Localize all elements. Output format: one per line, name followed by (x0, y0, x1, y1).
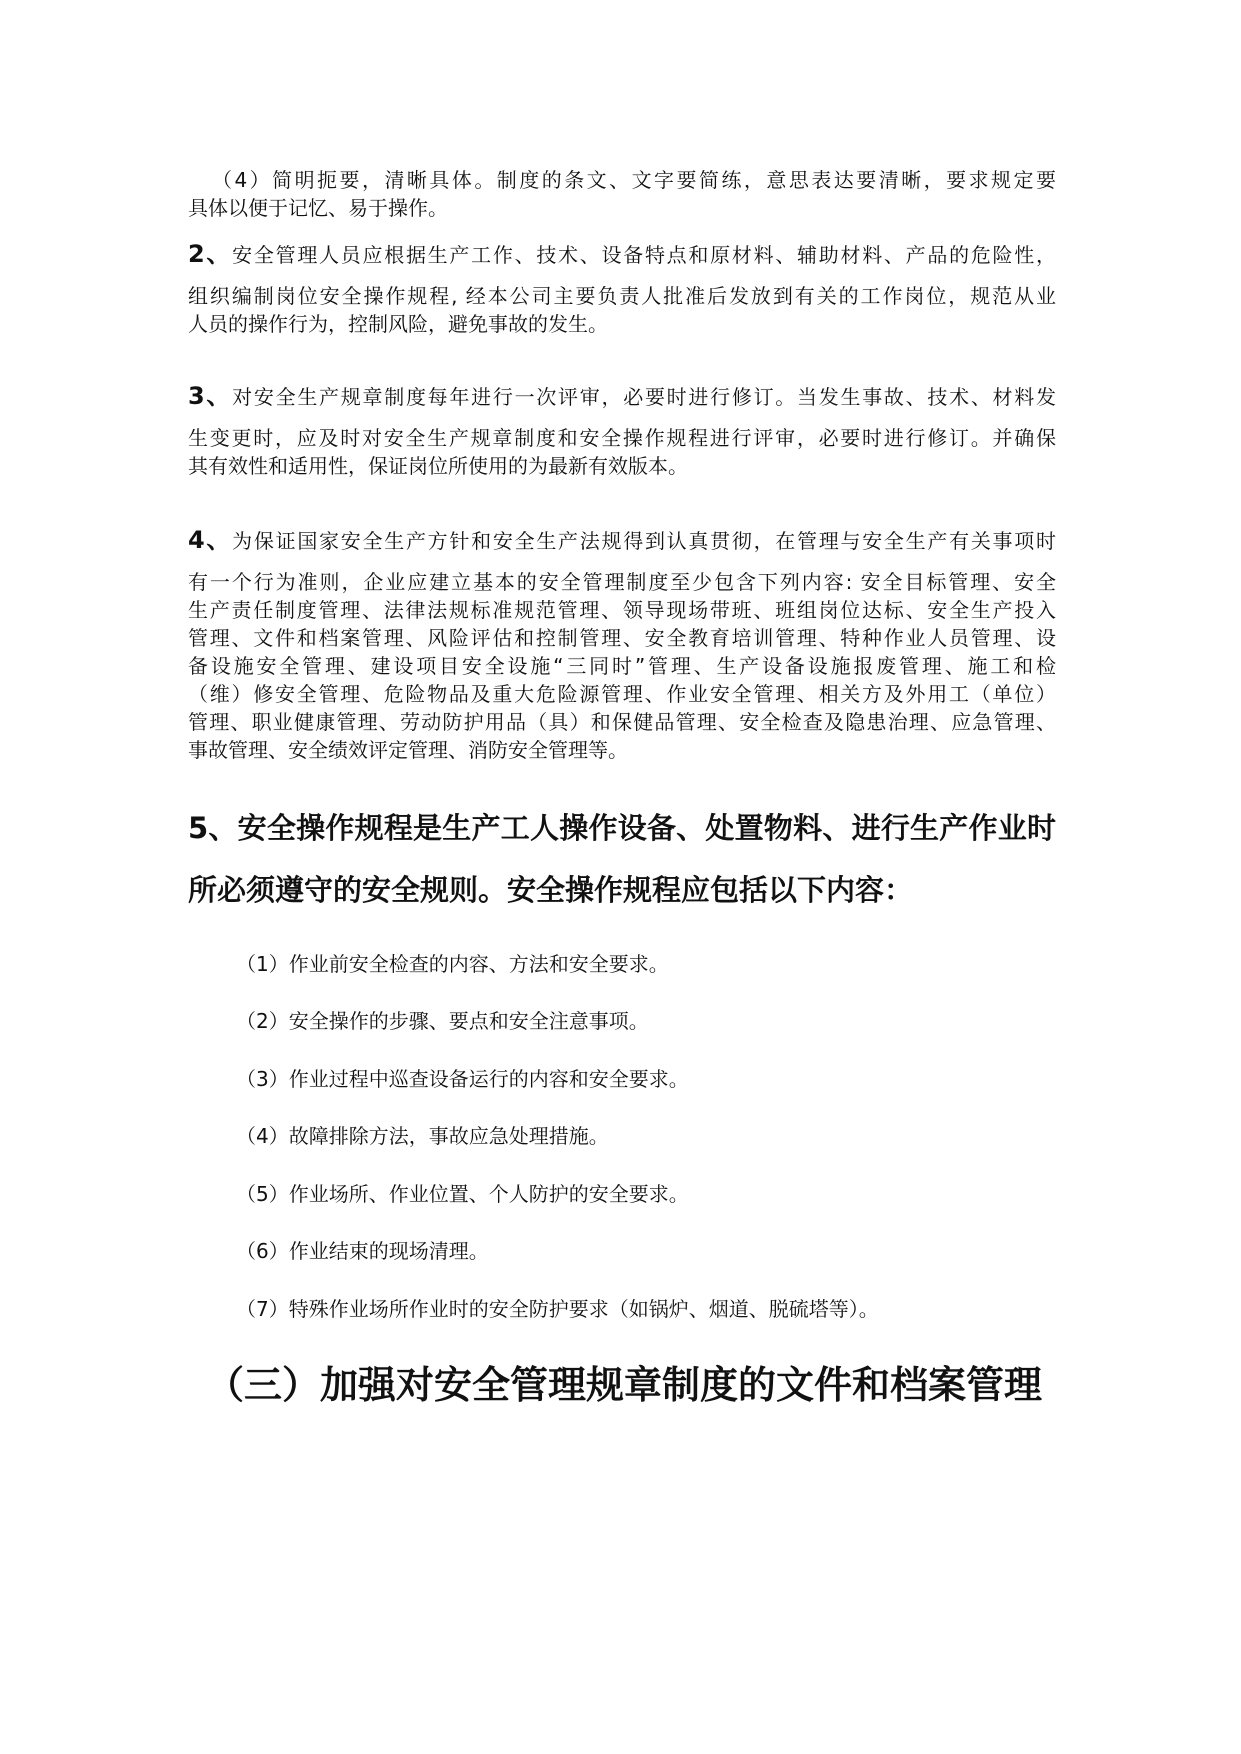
list-item: （5）作业场所、作业位置、个人防护的安全要求。 (236, 1182, 689, 1206)
point-2-number: 2、 (188, 240, 233, 268)
point-4-line-1: 4、为保证国家安全生产方针和安全生产法规得到认真贯彻，在管理与安全生产有关事项时 (188, 526, 1057, 554)
point-4-line-7: 管理、职业健康管理、劳动防护用品（具）和保健品管理、安全检查及隐患治理、应急管理、 (188, 710, 1056, 734)
point-4-line-5: 备设施安全管理、建设项目安全设施“三同时”管理、生产设备设施报废管理、施工和检 (188, 654, 1056, 678)
point-4-line-4: 管理、文件和档案管理、风险评估和控制管理、安全教育培训管理、特种作业人员管理、设 (188, 626, 1056, 650)
point-2-line-1: 2、安全管理人员应根据生产工作、技术、设备特点和原材料、辅助材料、产品的危险性， (188, 240, 1057, 268)
point-5-line-1: 5、安全操作规程是生产工人操作设备、处置物料、进行生产作业时 (188, 811, 1056, 845)
list-item: （6）作业结束的现场清理。 (236, 1239, 489, 1263)
point-3-line-2: 生变更时，应及时对安全生产规章制度和安全操作规程进行评审，必要时进行修订。并确保 (188, 426, 1056, 450)
point-3-line-1: 3、对安全生产规章制度每年进行一次评审，必要时进行修订。当发生事故、技术、材料发 (188, 382, 1057, 410)
list-item: （1）作业前安全检查的内容、方法和安全要求。 (236, 952, 669, 976)
point-3-line-3: 其有效性和适用性，保证岗位所使用的为最新有效版本。 (188, 454, 688, 478)
point-5-line-2: 所必须遵守的安全规则。安全操作规程应包括以下内容： (188, 873, 914, 907)
point-3-number: 3、 (188, 382, 233, 410)
list-item: （7）特殊作业场所作业时的安全防护要求（如锅炉、烟道、脱硫塔等）。 (236, 1297, 879, 1321)
point-4-line-8: 事故管理、安全绩效评定管理、消防安全管理等。 (188, 738, 628, 762)
point-2-line-3: 人员的操作行为，控制风险，避免事故的发生。 (188, 312, 608, 336)
point-4-line-3: 生产责任制度管理、法律法规标准规范管理、领导现场带班、班组岗位达标、安全生产投入 (188, 598, 1056, 622)
list-item: （2）安全操作的步骤、要点和安全注意事项。 (236, 1009, 649, 1033)
para-4-line-1: （4）简明扼要，清晰具体。制度的条文、文字要简练，意思表达要清晰，要求规定要 (212, 168, 1056, 192)
list-item: （3）作业过程中巡查设备运行的内容和安全要求。 (236, 1067, 689, 1091)
section-heading: （三）加强对安全管理规章制度的文件和档案管理 (206, 1363, 1043, 1407)
list-item: （4）故障排除方法，事故应急处理措施。 (236, 1124, 609, 1148)
point-4-number: 4、 (188, 526, 233, 554)
para-4-line-2: 具体以便于记忆、易于操作。 (188, 196, 448, 220)
point-4-line-2: 有一个行为准则，企业应建立基本的安全管理制度至少包含下列内容: 安全目标管理、安全 (188, 570, 1056, 594)
point-2-line-2: 组织编制岗位安全操作规程, 经本公司主要负责人批准后发放到有关的工作岗位，规范从业 (188, 284, 1056, 308)
point-4-line-6: （维）修安全管理、危险物品及重大危险源管理、作业安全管理、相关方及外用工（单位） (188, 682, 1056, 706)
